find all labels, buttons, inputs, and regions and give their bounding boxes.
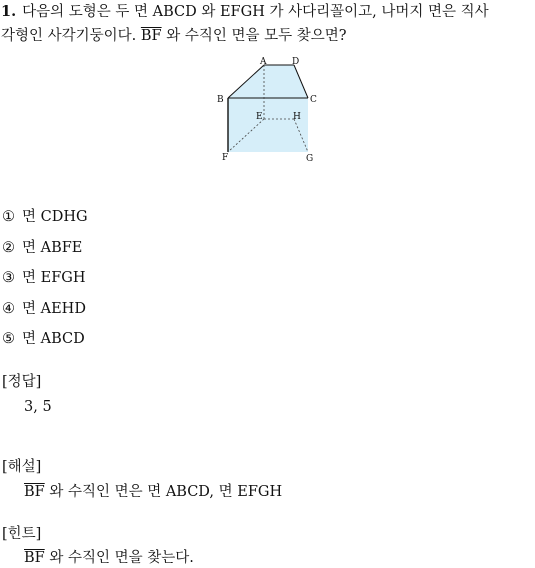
label-b: B [217,95,224,105]
prism-figure [214,56,324,168]
label-f: F [222,153,229,163]
hint-heading: [힌트] [2,526,42,542]
question-number: 1. [1,3,17,20]
option-4-text: 면 AEHD [22,301,86,317]
hint-text: 와 수직인 면을 찾는다. [44,550,194,566]
option-5-text: 면 ABCD [22,331,85,347]
label-g: G [306,154,314,164]
option-3-text: 면 EFGH [22,270,86,286]
option-3-symbol: ③ [2,270,15,286]
answer-text: 3, 5 [24,399,52,415]
option-1-text: 면 CDHG [22,209,88,225]
label-a: A [260,57,267,67]
question-line-1 [1,0,531,24]
option-4-symbol: ④ [2,301,15,317]
question-line-2-pre: 각형인 사각기둥이다. [1,28,141,44]
label-c: C [310,95,317,105]
label-h: H [293,112,301,122]
option-5[interactable] [2,329,85,349]
option-2[interactable] [2,238,82,258]
explanation-text: 와 수직인 면은 면 ABCD, 면 EFGH [44,484,283,500]
option-4[interactable] [2,299,86,319]
explanation-segment-bf: $\overline{BF}$ [24,484,45,500]
question-line-1-text: 다음의 도형은 두 면 ABCD 와 EFGH 가 사다리꼴이고, 나머지 면은 직사 [22,4,489,20]
option-2-text: 면 ABFE [22,240,83,256]
option-1[interactable] [2,207,88,227]
option-5-symbol: ⑤ [2,331,15,347]
question-line-2-post: 와 수직인 면을 모두 찾으면? [161,28,347,44]
explanation-heading: [해설] [2,459,42,475]
option-3[interactable] [2,268,86,288]
answer-heading: [정답] [2,374,42,390]
front-face-fill [228,65,308,152]
question-line-2 [1,24,531,48]
hint-body [24,548,194,568]
option-2-symbol: ② [2,240,15,256]
label-d: D [292,57,300,67]
question-text [1,0,531,48]
option-1-symbol: ① [2,209,15,225]
hint-segment-bf: $\overline{BF}$ [24,550,45,566]
label-e: E [256,112,263,122]
segment-bf: $\overline{BF}$ [140,28,162,44]
explanation-body [24,482,282,502]
